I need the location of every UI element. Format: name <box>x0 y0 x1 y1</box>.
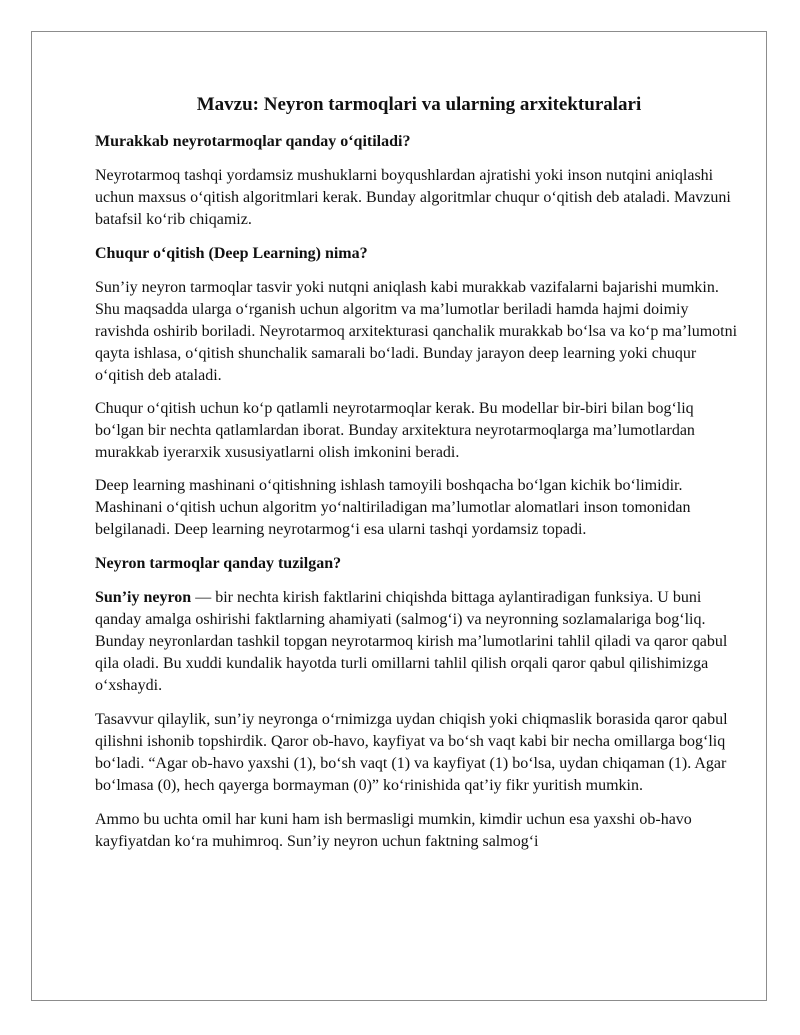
paragraph: Tasavvur qilaylik, sun’iy neyronga o‘rnimizga uydan chiqish yoki chiqmaslik borasida qaror qabul qilishni ishonib topshirdik. Qaror ob-havo, kayfiyat va bo‘sh vaqt kabi bir necha omillarga bog‘liq bo‘ladi. “Agar ob-havo yaxshi (1), bo‘sh vaqt (1) va kayfiyat (1) bo‘lsa, uydan chiqaman (1). Agar bo‘lmasa (0), hech qayerga bormayman (0)” ko‘rinishida qat’iy fikr yuritish mumkin. <box>95 711 728 794</box>
term-artificial-neuron: Sun’iy neyron <box>95 589 192 606</box>
section-heading-structure: Neyron tarmoqlar qanday tuzilgan? <box>95 555 342 572</box>
section-heading-training: Murakkab neyrotarmoqlar qanday o‘qitiladi? <box>95 133 411 150</box>
paragraph: Ammo bu uchta omil har kuni ham ish bermasligi mumkin, kimdir uchun esa yaxshi ob-havo kayfiyatdan ko‘ra muhimroq. Sun’iy neyron uchun faktning salmog‘i <box>95 811 692 850</box>
section-heading-deep-learning: Chuqur o‘qitish (Deep Learning) nima? <box>95 245 368 262</box>
paragraph: Neyrotarmoq tashqi yordamsiz mushuklarni boyqushlardan ajratishi yoki inson nutqini aniqlashi uchun maxsus o‘qitish algoritmlari kerak. Bunday algoritmlar chuqur o‘qitish deb ataladi. Mavzuni batafsil ko‘rib chiqamiz. <box>95 167 731 228</box>
paragraph: Sun’iy neyron tarmoqlar tasvir yoki nutqni aniqlash kabi murakkab vazifalarni bajarishi mumkin. Shu maqsadda ularga o‘rganish uchun algoritm va ma’lumotlar beriladi hamda hajmi doimiy ravishda oshirib boriladi. Neyrotarmoq arxitekturasi qanchalik murakkab bo‘lsa va ko‘p ma’lumotni qayta ishlasa, o‘qitish shunchalik samarali bo‘ladi. Bunday jarayon deep learning yoki chuqur o‘qitish deb ataladi. <box>95 279 738 384</box>
document-title: Mavzu: Neyron tarmoqlari va ularning arxitekturalari <box>196 94 642 115</box>
paragraph: Chuqur o‘qitish uchun ko‘p qatlamli neyrotarmoqlar kerak. Bu modellar bir-biri bilan bog‘liq bo‘lgan bir nechta qatlamlardan iborat. Bunday arxitektura neyrotarmoqlarga ma’lumotlardan murakkab iyerarxik xususiyatlarni olish imkonini beradi. <box>95 400 695 461</box>
paragraph: Deep learning mashinani o‘qitishning ishlash tamoyili boshqacha bo‘lgan kichik bo‘limidir. Mashinani o‘qitish uchun algoritm yo‘naltiriladigan ma’lumotlar alomatlari inson tomonidan belgilanadi. Deep learning neyrotarmog‘i esa ularni tashqi yordamsiz topadi. <box>95 477 691 538</box>
document-body <box>95 32 743 853</box>
paragraph-artificial-neuron <box>95 587 743 697</box>
term-definition: — bir nechta kirish faktlarini chiqishda bittaga aylantiradigan funksiya. U buni qanday amalga oshirishi faktlarning ahamiyati (salmog‘i) va neyronning sozlamalariga bog‘liq. Bunday neyronlardan tashkil topgan neyrotarmoq kirish ma’lumotlarini tahlil qiladi va qaror qabul qila oladi. Bu xuddi kundalik hayotda turli omillarni tahlil qilish orqali qaror qabul qilishimizga o‘xshaydi. <box>95 589 728 694</box>
document-page <box>31 31 767 1001</box>
